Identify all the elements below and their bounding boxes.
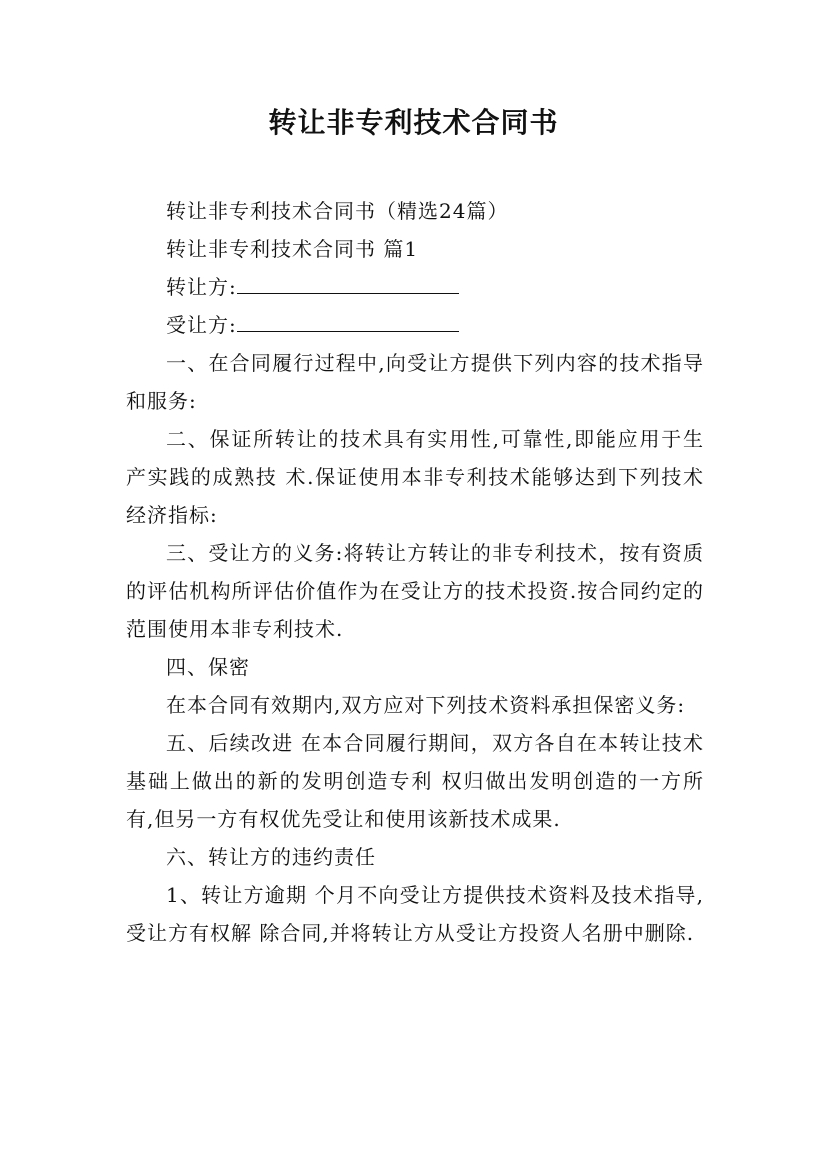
paragraph: 1、转让方逾期 个月不向受让方提供技术资料及技术指导,受让方有权解 除合同,并将转让方从受让方投资人名册中删除. [126,883,704,945]
document-body [126,192,704,952]
transferee-line [126,306,704,344]
paragraph: 四、保密 [166,655,250,679]
paragraph: 六、转让方的违约责任 [166,845,376,869]
paragraph: 二、保证所转让的技术具有实用性,可靠性,即能应用于生产实践的成熟技 术.保证使用本非专利技术能够达到下列技术经济指标: [126,427,704,527]
document-title: 转让非专利技术合同书 [268,106,559,139]
paragraph: 五、后续改进 在本合同履行期间，双方各自在本转让技术基础上做出的新的发明创造专利 权归做出发明创造的一方所有,但另一方有权优先受让和使用该新技术成果. [126,731,704,831]
paragraph: 在本合同有效期内,双方应对下列技术资料承担保密义务: [166,693,686,717]
document-subtitle: 转让非专利技术合同书（精选24篇） [166,199,509,223]
transferor-label: 转让方: [166,275,237,299]
paragraph: 一、在合同履行过程中,向受让方提供下列内容的技术指导和服务: [126,351,704,413]
transferor-line [126,268,704,306]
transferee-label: 受让方: [166,313,237,337]
section-heading: 转让非专利技术合同书 篇1 [166,237,419,261]
transferor-blank [237,273,459,294]
transferee-blank [237,311,459,332]
paragraph: 三、受让方的义务:将转让方转让的非专利技术，按有资质的评估机构所评估价值作为在受让方的技术投资.按合同约定的范围使用本非专利技术. [126,541,704,641]
